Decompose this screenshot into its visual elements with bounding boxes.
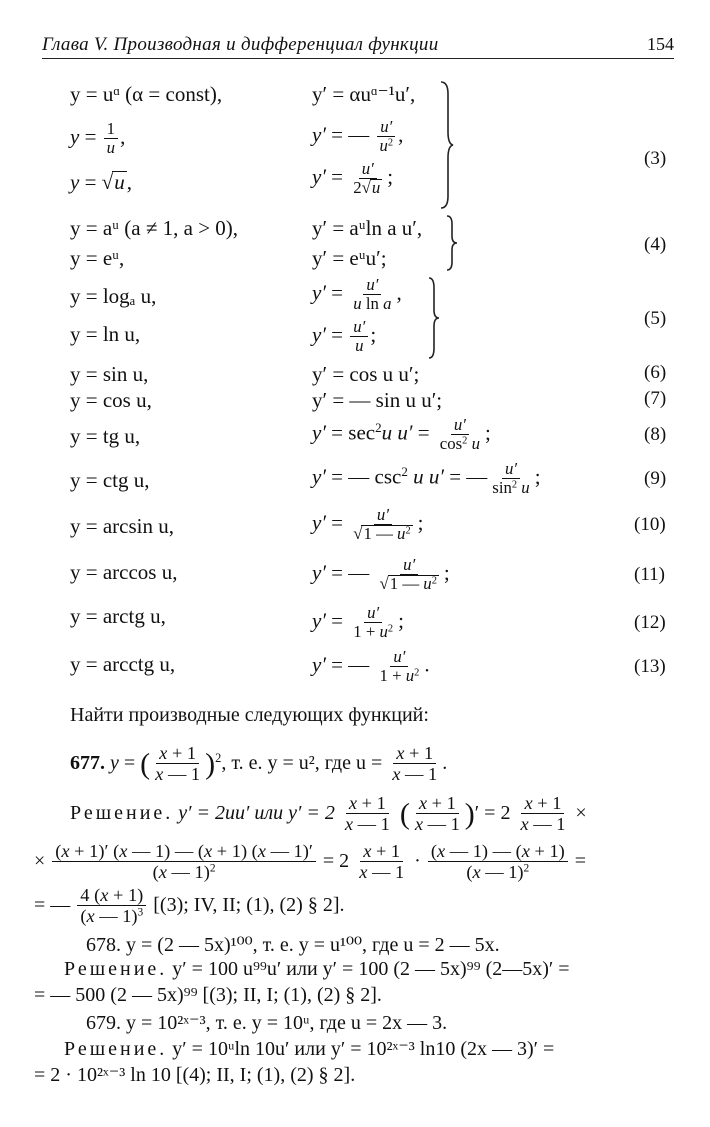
formula-sqrt-right: y′ = $\frac{u'}{2√u}$ ; [312,159,394,197]
equation-tag-12: (12) [634,612,666,633]
problem-678-statement: 678. y = (2 — 5x)¹⁰⁰, т. е. y = u¹⁰⁰, где u = 2 — 5x. [86,934,500,956]
formula-arcsin-left: y = arcsin u, [70,514,174,538]
formula-sqrt-left: y = √u, [70,170,132,194]
problems-intro: Найти производные следующих функций: [70,704,429,726]
formula-arccos-left: y = arccos u, [70,560,178,584]
formula-exp-a-right: y′ = aᵘln a u′, [312,216,423,240]
formula-reciprocal-left: y = $\frac{1}{u}$ , [70,119,126,157]
formula-log-left: y = logₐ u, [70,284,157,308]
equation-tag-6: (6) [644,362,667,383]
formula-arcsin-right: y′ = $\frac{u'}{√1 — u^2}$ ; [312,505,424,543]
formula-reciprocal-right: y′ = — $\frac{u'}{u^2}$ , [312,117,404,155]
formula-exp-e-right: y′ = eᵘu′; [312,246,387,270]
problem-677-solution-line3: = — $\frac{4 (x + 1)}{(x — 1)^3}$ [(3); IV, II; (1), (2) § 2]. [34,885,345,927]
formula-arcctg-right: y′ = — $\frac{u'}{1 + u^2}$ . [312,647,430,685]
equation-tag-9: (9) [644,468,667,489]
formula-sin-left: y = sin u, [70,362,149,386]
formula-arccos-right: y′ = — $\frac{u'}{√1 — u^2}$ ; [312,555,450,593]
problem-679-solution-end: = 2 · 10²ˣ⁻³ ln 10 [(4); II, I; (1), (2) § 2]. [34,1064,356,1086]
problem-679-statement: 679. y = 10²ˣ⁻³, т. е. y = 10ᵘ, где u = 2x — 3. [86,1012,448,1034]
formula-ctg-right: y′ = — $\csc^2 u$ u′ = — $\frac{u'}{\sin^2 u}$ ; [312,459,541,497]
formula-ctg-left: y = ctg u, [70,468,150,492]
formula-tg-left: y = tg u, [70,424,141,448]
equation-tag-5: (5) [644,308,667,329]
equation-tag-11: (11) [634,564,665,585]
equation-tag-10: (10) [634,514,666,535]
formula-sin-right: y′ = cos u u′; [312,362,420,386]
equation-tag-7: (7) [644,388,667,409]
formula-arcctg-left: y = arcctg u, [70,652,176,676]
problem-677-statement: 677. y = ( $\frac{x + 1}{x — 1}$ )$^2$, т. е. y = u², где u = $\frac{x + 1}{x — 1}$ . [70,743,448,785]
formula-log-right: y′ = $\frac{u'}{\text{u ln a}}$ , [312,275,402,313]
equation-tag-8: (8) [644,424,667,445]
running-header [42,34,674,59]
formula-arctg-right: y′ = $\frac{u'}{1 + u^2}$ ; [312,603,404,641]
problem-678-solution: Решение. y′ = 100 u⁹⁹u′ или y′ = 100 (2 — 5x)⁹⁹ (2—5x)′ = [64,958,570,980]
formula-power-right: y′ = αuᵅ⁻¹u′, [312,82,416,106]
chapter-title: Глава V. Производная и дифференциал функции [42,34,439,55]
equation-tag-13: (13) [634,656,666,677]
formula-arctg-left: y = arctg u, [70,604,166,628]
formula-power-left: y = uᵅ (α = const), [70,82,223,106]
problem-677-solution-line1: Решение. y′ = 2uu′ или y′ = 2 $\frac{x + 1}{x — 1}$ ( $\frac{x + 1}{x — 1}$ )′ = 2 $\frac{x + 1}{x — 1}$ × [70,793,587,835]
formula-cos-left: y = cos u, [70,388,152,412]
equation-tag-3: (3) [644,148,667,169]
right-brace-5 [428,276,440,364]
formula-exp-a-left: y = aᵘ (a ≠ 1, a > 0), [70,216,239,240]
formula-ln-left: y = ln u, [70,322,141,346]
right-brace-3 [440,80,454,213]
right-brace-4 [446,214,458,276]
page-number: 154 [647,34,674,54]
formula-cos-right: y′ = — sin u u′; [312,388,443,412]
formula-tg-right: $y' = \sec^2u$ u′ = $\frac{u'}{\cos^2 u}$ ; [312,415,491,453]
problem-679-solution: Решение. y′ = 10ᵘln 10u′ или y′ = 10²ˣ⁻³ ln10 (2x — 3)′ = [64,1038,555,1060]
formula-exp-e-left: y = eᵘ, [70,246,125,270]
formula-ln-right: y′ = $\frac{u'}{u}$ ; [312,317,377,355]
equation-tag-4: (4) [644,234,667,255]
problem-678-solution-end: = — 500 (2 — 5x)⁹⁹ [(3); II, I; (1), (2) § 2]. [34,984,382,1006]
problem-677-solution-line2: × $\frac{(x + 1)' (x — 1) — (x + 1) (x — 1)'}{(x — 1)^2}$ = 2 $\frac{x + 1}{x — 1}$ · $\frac{(x — 1) — (x + 1)}{(x — 1)^2}$ = [34,841,587,883]
